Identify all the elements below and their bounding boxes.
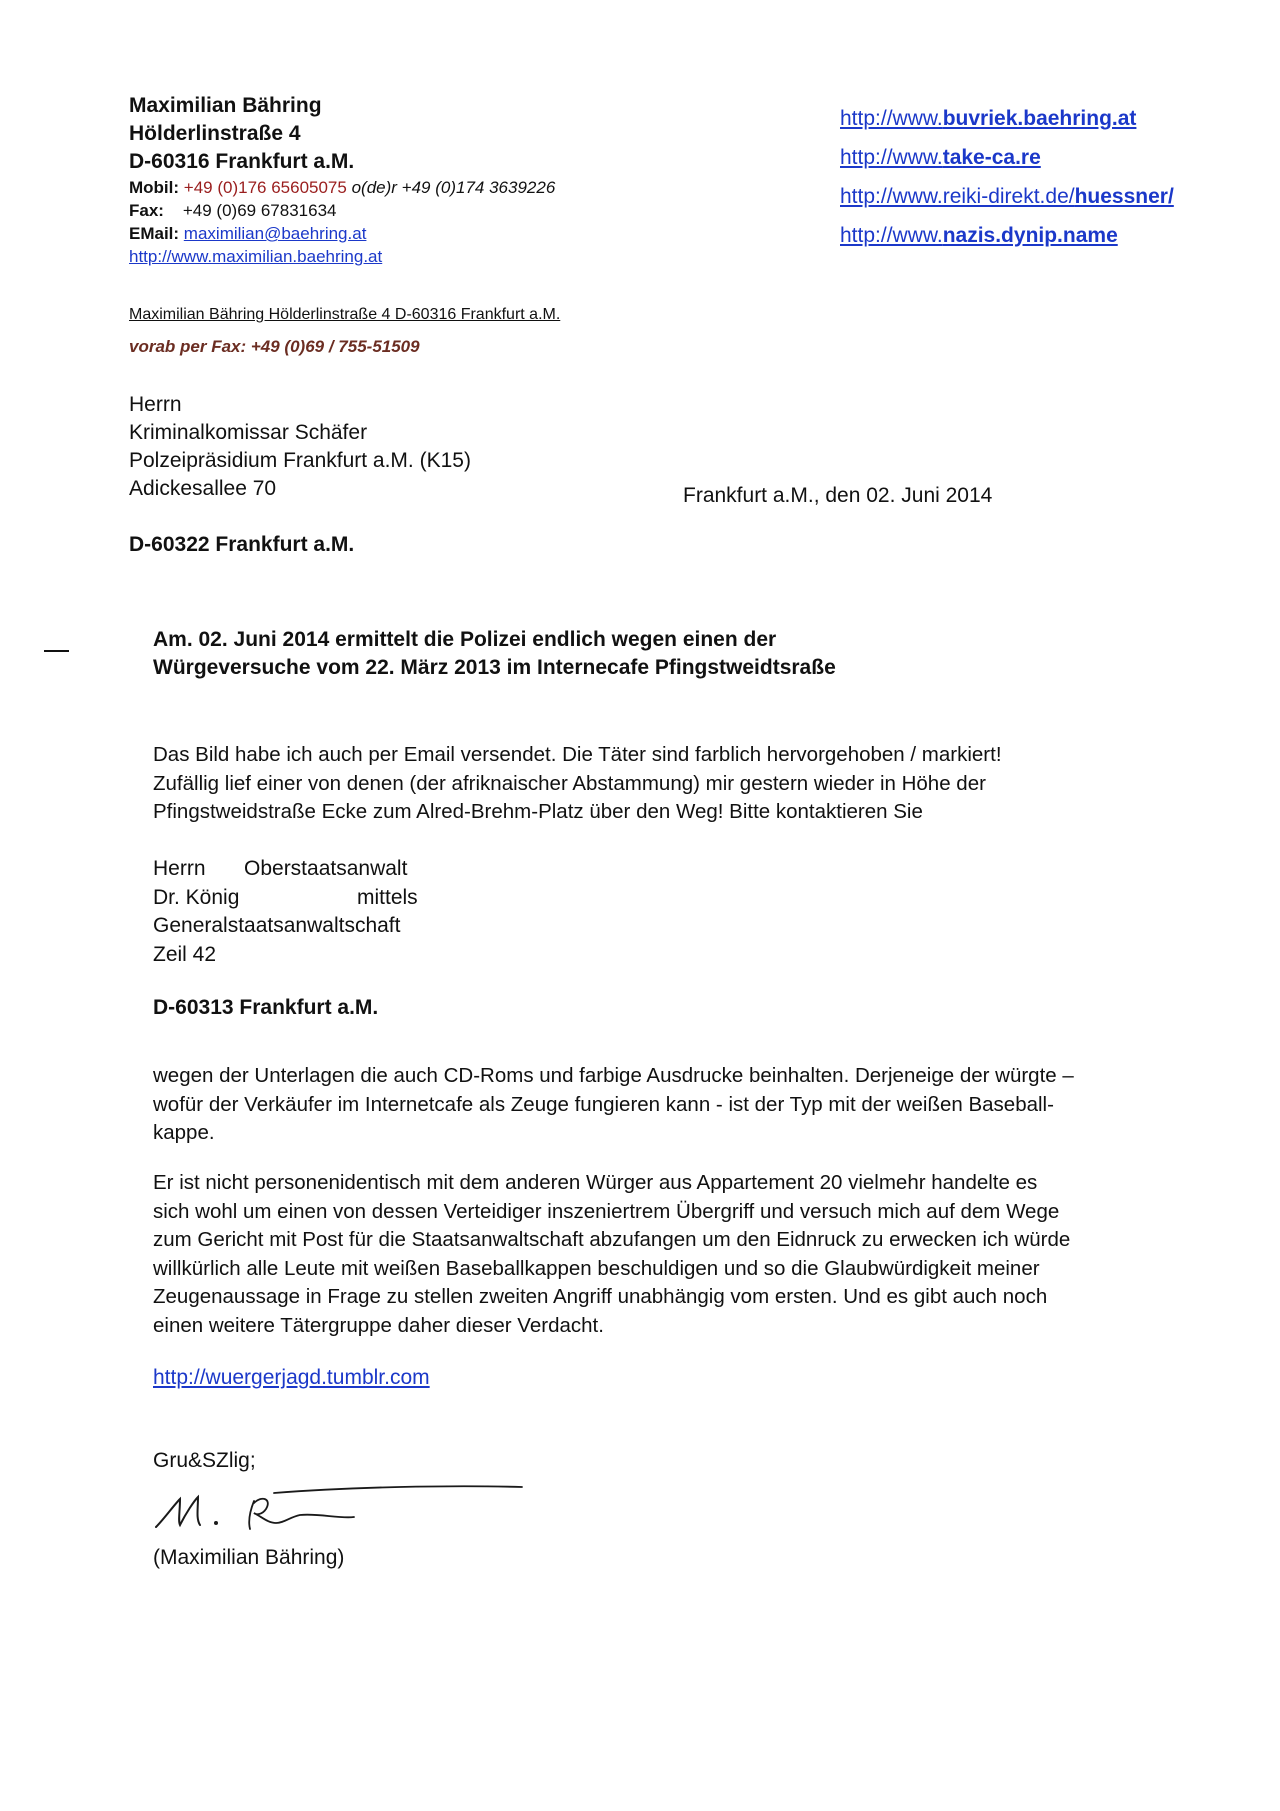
- header-link-take-care[interactable]: http://www.take-ca.re: [840, 146, 1041, 169]
- sender-email: EMail: maximilian@baehring.at: [129, 224, 367, 243]
- subject-line-1: Am. 02. Juni 2014 ermittelt die Polizei endlich wegen einen der: [153, 628, 777, 651]
- paragraph-line: wofür der Verkäufer im Internetcafe als Zeuge fungieren kann - ist der Typ mit der weißen Baseball-: [153, 1092, 1054, 1116]
- return-address: Maximilian Bähring Hölderlinstraße 4 D-60316 Frankfurt a.M.: [129, 306, 561, 323]
- paragraph-line: einen weitere Tätergruppe daher dieser Verdacht.: [153, 1313, 604, 1337]
- website-link[interactable]: http://www.maximilian.baehring.at: [129, 247, 383, 266]
- prosecutor-city: D-60313 Frankfurt a.M.: [153, 996, 379, 1019]
- header-link-buvriek[interactable]: http://www.buvriek.baehring.at: [840, 107, 1137, 130]
- fax-notice: vorab per Fax: +49 (0)69 / 755-51509: [129, 337, 420, 356]
- tumblr-link[interactable]: http://wuergerjagd.tumblr.com: [153, 1366, 430, 1389]
- signer-name: (Maximilian Bähring): [153, 1546, 345, 1569]
- paragraph-line: Das Bild habe ich auch per Email versendet. Die Täter sind farblich hervorgehoben / markiert!: [153, 743, 1002, 766]
- paragraph-line: kappe.: [153, 1121, 215, 1144]
- paragraph-line: Zeugenaussage in Frage zu stellen zweiten Angriff unabhängig vom ersten. Und es gibt auch noch: [153, 1285, 1048, 1308]
- paragraph-line: willkürlich alle Leute mit weißen Baseballkappen beschuldigen und so die Glaubwürdigkeit meiner: [153, 1256, 1040, 1280]
- prosecutor-line-3: Generalstaatsanwaltschaft: [153, 914, 401, 937]
- sender-city: D-60316 Frankfurt a.M.: [129, 150, 355, 173]
- recipient-org: Polzeipräsidium Frankfurt a.M. (K15): [129, 449, 471, 472]
- sender-block: [129, 92, 555, 268]
- paragraph-line: Pfingstweidstraße Ecke zum Alred-Brehm-Platz über den Weg! Bitte kontaktieren Sie: [153, 800, 923, 823]
- subject: [153, 626, 836, 682]
- paragraph-3: [153, 1169, 1203, 1340]
- signature-image: [150, 1483, 530, 1547]
- paragraph-2: [153, 1062, 1203, 1148]
- header-link-nazis[interactable]: http://www.nazis.dynip.name: [840, 224, 1118, 247]
- subject-line-2: Würgeversuche vom 22. März 2013 im Internecafe Pfingstweidtsraße: [153, 656, 836, 679]
- fold-mark: [44, 650, 69, 652]
- paragraph-line: sich wohl um einen von dessen Verteidiger inszeniertrem Übergriff und versuch mich auf dem Wege: [153, 1199, 1060, 1223]
- sender-street: Hölderlinstraße 4: [129, 122, 301, 145]
- paragraph-line: Zufällig lief einer von denen (der afriknaischer Abstammung) mir gestern wieder in Höhe der: [153, 771, 986, 795]
- header-link-reiki[interactable]: http://www.reiki-direkt.de/huessner/: [840, 185, 1174, 208]
- recipient-salutation: Herrn: [129, 393, 182, 416]
- paragraph-line: Er ist nicht personenidentisch mit dem anderen Würger aus Appartement 20 vielmehr handelte es: [153, 1171, 1038, 1194]
- recipient-name: Kriminalkomissar Schäfer: [129, 421, 368, 444]
- header-links: [840, 99, 1174, 255]
- sender-website: [129, 245, 555, 268]
- prosecutor-line-4: Zeil 42: [153, 942, 217, 966]
- recipient-street: Adickesallee 70: [129, 477, 277, 500]
- recipient-block: [129, 391, 471, 503]
- prosecutor-line-2: Dr. König mittels: [153, 885, 418, 909]
- letter-date: Frankfurt a.M., den 02. Juni 2014: [683, 484, 993, 507]
- sender-name: Maximilian Bähring: [129, 94, 322, 117]
- prosecutor-line-1: Herrn Oberstaatsanwalt: [153, 857, 408, 880]
- email-link[interactable]: maximilian@baehring.at: [183, 224, 367, 243]
- sender-fax: Fax: +49 (0)69 67831634: [129, 201, 337, 220]
- paragraph-line: wegen der Unterlagen die auch CD-Roms und farbige Ausdrucke beinhalten. Derjeneige der würgte –: [153, 1064, 1074, 1087]
- paragraph-1: [153, 741, 1203, 827]
- prosecutor-address: [153, 855, 418, 969]
- closing-greeting: Gru&SZlig;: [153, 1449, 256, 1472]
- paragraph-line: zum Gericht mit Post für die Staatsanwaltschaft abzufangen um den Eidnruck zu erwecken ich würde: [153, 1228, 1071, 1251]
- sender-mobile: Mobil: +49 (0)176 65605075 o(de)r +49 (0)174 3639226: [129, 178, 556, 197]
- recipient-city: D-60322 Frankfurt a.M.: [129, 533, 355, 556]
